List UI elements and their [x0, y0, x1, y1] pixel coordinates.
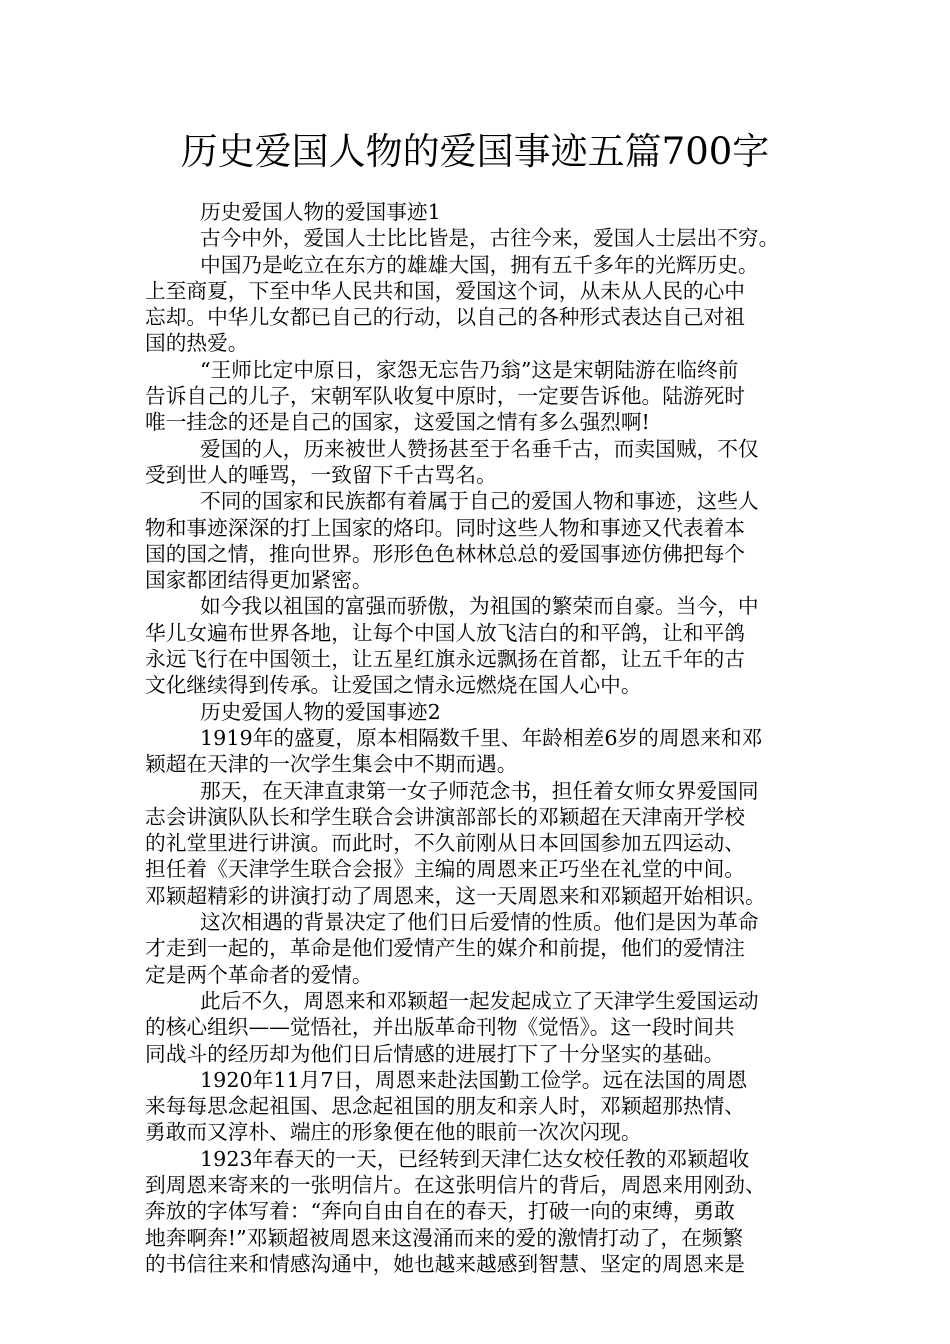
text-line: 地奔啊奔!”邓颖超被周恩来这漫涌而来的爱的激情打动了，在频繁 [145, 1225, 744, 1250]
text-line: 这次相遇的背景决定了他们日后爱情的性质。他们是因为革命 [200, 910, 759, 935]
document-title: 历史爱国人物的爱国事迹五篇700字 [180, 130, 770, 173]
text-line: 如今我以祖国的富强而骄傲，为祖国的繁荣而自豪。当今，中 [200, 594, 759, 619]
text-line: 才走到一起的，革命是他们爱情产生的媒介和前提，他们的爱情注 [145, 936, 745, 961]
text-line: 国家都团结得更加紧密。 [145, 568, 373, 593]
text-line: 古今中外，爱国人士比比皆是，古往今来，爱国人士层出不穷。 [200, 226, 780, 251]
text-line: 到周恩来寄来的一张明信片。在这张明信片的背后，周恩来用刚劲、 [145, 1172, 766, 1197]
text-line: 1919年的盛夏，原本相隔数千里、年龄相差6岁的周恩来和邓 [200, 725, 763, 750]
text-line: 志会讲演队队长和学生联合会讲演部部长的邓颖超在天津南开学校 [145, 804, 745, 829]
text-line: 历史爱国人物的爱国事迹2 [200, 699, 441, 724]
text-line: 告诉自己的儿子，宋朝军队收复中原时，一定要告诉他。陆游死时 [145, 384, 745, 409]
text-line: 定是两个革命者的爱情。 [145, 962, 373, 987]
text-line: 受到世人的唾骂，一致留下千古骂名。 [145, 462, 497, 487]
text-line: 永远飞行在中国领土，让五星红旗永远飘扬在首都，让五千年的古 [145, 647, 745, 672]
text-line: 来每每思念起祖国、思念起祖国的朋友和亲人时，邓颖超那热情、 [145, 1094, 745, 1119]
text-line: 担任着《天津学生联合会报》主编的周恩来正巧坐在礼堂的中间。 [145, 857, 745, 882]
text-line: 华儿女遍布世界各地，让每个中国人放飞洁白的和平鸽，让和平鸽 [145, 620, 745, 645]
text-line: 物和事迹深深的打上国家的烙印。同时这些人物和事迹又代表着本 [145, 515, 745, 540]
text-line: 同战斗的经历却为他们日后情感的进展打下了十分坚实的基础。 [145, 1041, 725, 1066]
text-line: 颖超在天津的一次学生集会中不期而遇。 [145, 752, 518, 777]
text-line: 上至商夏，下至中华人民共和国，爱国这个词，从未从人民的心中 [145, 278, 745, 303]
text-line: 那天，在天津直隶第一女子师范念书，担任着女师女界爱国同 [200, 778, 759, 803]
text-line: 忘却。中华儿女都已自己的行动，以自己的各种形式表达自己对祖 [145, 305, 745, 330]
text-line: 唯一挂念的还是自己的国家，这爱国之情有多么强烈啊! [145, 410, 650, 435]
text-line: 此后不久，周恩来和邓颖超一起发起成立了天津学生爱国运动 [200, 988, 759, 1013]
text-line: 的核心组织——觉悟社，并出版革命刊物《觉悟》。这一段时间共 [145, 1015, 735, 1040]
text-line: 爱国的人，历来被世人赞扬甚至于名垂千古，而卖国贼，不仅 [200, 436, 759, 461]
text-line: 历史爱国人物的爱国事迹1 [200, 200, 441, 224]
text-line: 奔放的字体写着：“奔向自由自在的春天，打破一向的束缚，勇敢 [145, 1199, 735, 1224]
text-line: 国的国之情，推向世界。形形色色林林总总的爱国事迹仿佛把每个 [145, 541, 745, 566]
text-line: 邓颖超精彩的讲演打动了周恩来，这一天周恩来和邓颖超开始相识。 [145, 883, 766, 908]
text-line: 的礼堂里进行讲演。而此时，不久前刚从日本回国参加五四运动、 [145, 831, 745, 856]
text-line: “王师比定中原日，家怨无忘告乃翁”这是宋朝陆游在临终前 [200, 357, 739, 382]
text-line: 勇敢而又淳朴、端庄的形象便在他的眼前一次次闪现。 [145, 1120, 642, 1145]
document-body [145, 199, 813, 1277]
text-line: 1923年春天的一天，已经转到天津仁达女校任教的邓颖超收 [200, 1146, 750, 1171]
text-line: 文化继续得到传承。让爱国之情永远燃烧在国人心中。 [145, 673, 642, 698]
text-line: 的书信往来和情感沟通中，她也越来越感到智慧、坚定的周恩来是 [145, 1251, 745, 1276]
text-line: 不同的国家和民族都有着属于自己的爱国人物和事迹，这些人 [200, 489, 759, 514]
text-line: 国的热爱。 [145, 331, 249, 356]
text-line: 中国乃是屹立在东方的雄雄大国，拥有五千多年的光辉历史。 [200, 252, 759, 277]
text-line: 1920年11月7日，周恩来赴法国勤工俭学。远在法国的周恩 [200, 1067, 748, 1092]
